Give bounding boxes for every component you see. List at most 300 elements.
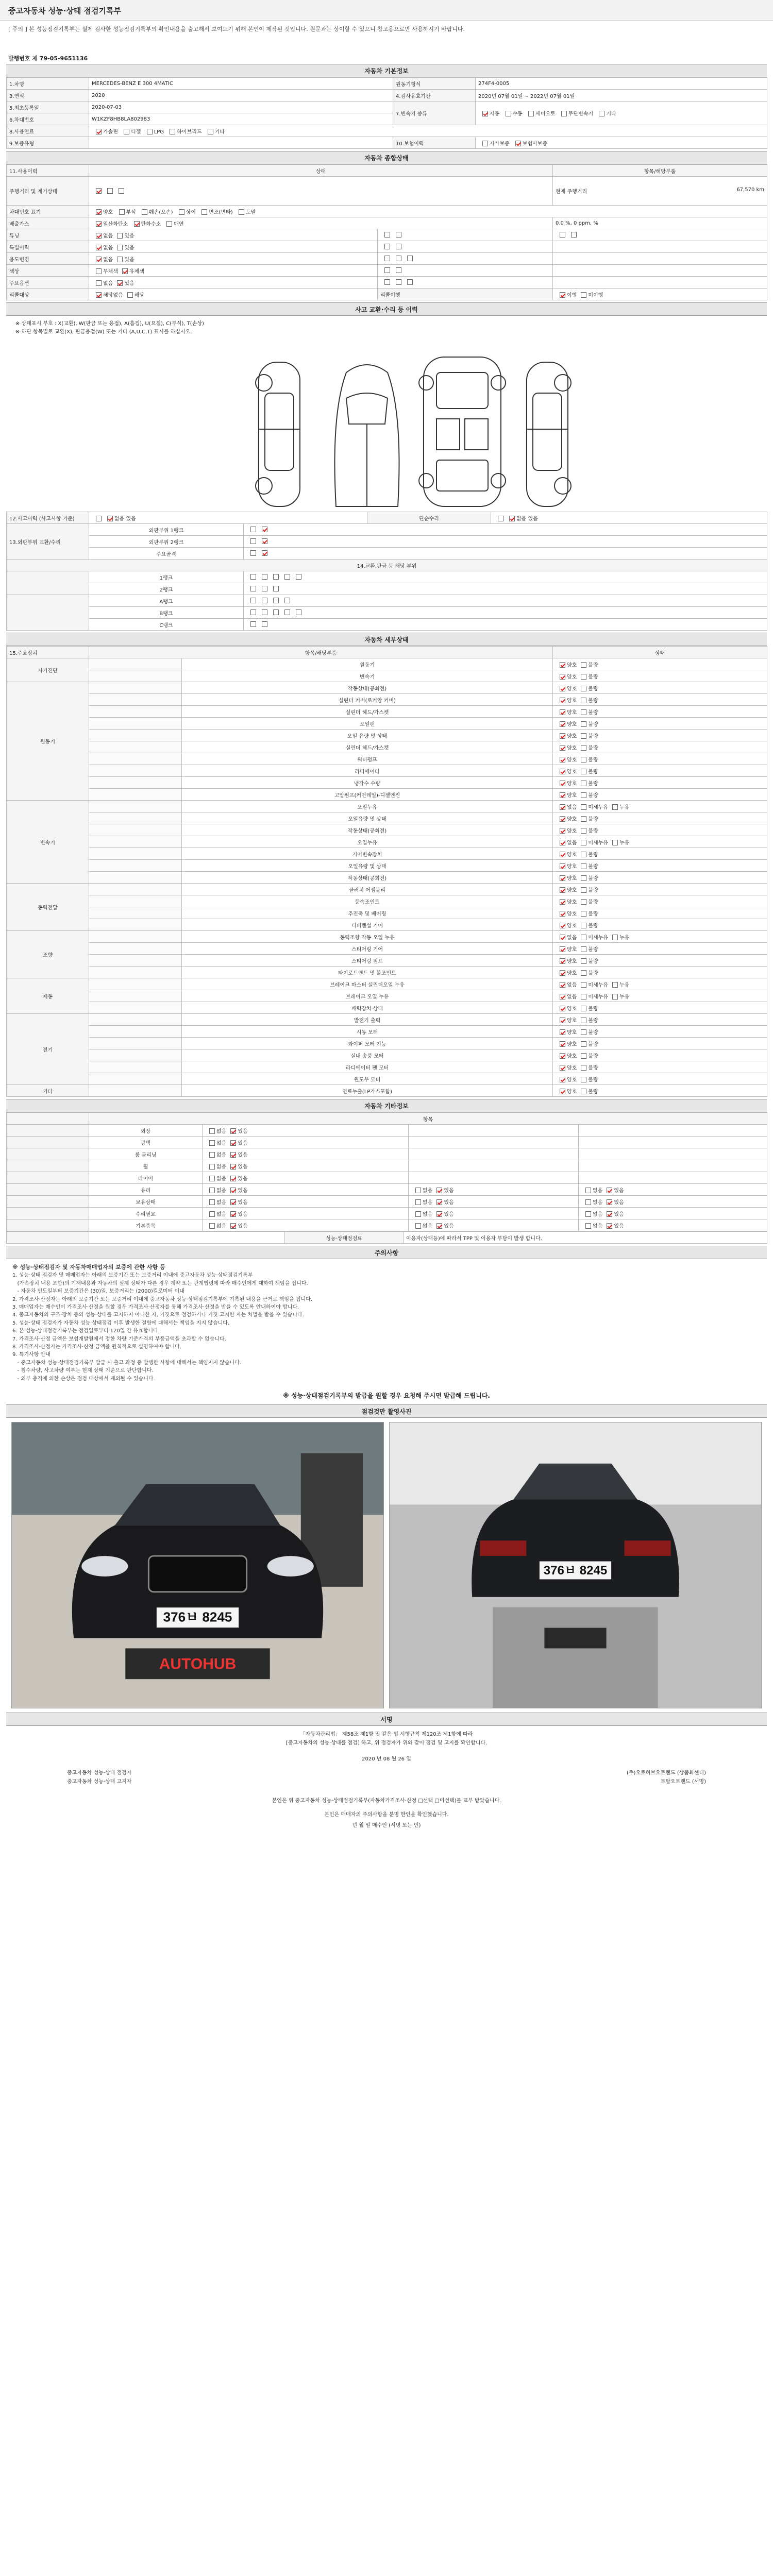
checkbox[interactable]	[561, 111, 567, 116]
table-row	[7, 571, 767, 583]
checkbox[interactable]	[415, 1199, 421, 1205]
checkbox[interactable]	[560, 745, 565, 751]
checkbox[interactable]	[230, 1211, 236, 1217]
checkbox[interactable]	[262, 527, 267, 532]
checkbox[interactable]	[581, 958, 586, 964]
sub-cell	[89, 1073, 182, 1085]
checkbox[interactable]	[560, 1041, 565, 1047]
row-options	[89, 217, 553, 229]
table-row	[7, 765, 767, 777]
checkbox[interactable]	[599, 111, 604, 116]
checkbox[interactable]	[384, 279, 390, 285]
item-label: 배력장치 상태	[182, 1002, 553, 1014]
sub-cell	[89, 670, 182, 682]
checkbox[interactable]	[560, 958, 565, 964]
status-options	[553, 895, 767, 907]
checkbox[interactable]	[396, 256, 401, 261]
option-label: 없음	[593, 1223, 603, 1229]
checkbox[interactable]	[209, 1211, 215, 1217]
checkbox[interactable]	[560, 662, 565, 668]
checkbox[interactable]	[117, 233, 123, 239]
checkbox[interactable]	[415, 1223, 421, 1229]
checkbox[interactable]	[581, 1053, 586, 1059]
status-options	[553, 1026, 767, 1038]
engine-type-label: 원동기형식	[393, 78, 476, 90]
checkbox[interactable]	[581, 863, 586, 869]
checkbox[interactable]	[560, 698, 565, 703]
checkbox[interactable]	[436, 1223, 442, 1229]
checkbox[interactable]	[581, 1089, 586, 1094]
checkbox[interactable]	[209, 1164, 215, 1170]
checkbox[interactable]	[96, 188, 102, 194]
option-label: 없음	[103, 280, 113, 286]
checkbox[interactable]	[560, 674, 565, 680]
item-label: 보유상태	[89, 1196, 203, 1208]
checkbox[interactable]	[166, 221, 172, 227]
checkbox[interactable]	[96, 233, 102, 239]
caution-lines	[12, 1272, 761, 1383]
checkbox[interactable]	[142, 209, 147, 215]
checkbox[interactable]	[560, 781, 565, 786]
checkbox[interactable]	[585, 1211, 591, 1217]
checkbox[interactable]	[179, 209, 184, 215]
checkbox[interactable]	[571, 232, 577, 238]
checkbox[interactable]	[560, 840, 565, 845]
table-row	[7, 583, 767, 595]
checkbox[interactable]	[119, 209, 125, 215]
checkbox[interactable]	[581, 946, 586, 952]
table-row	[7, 789, 767, 801]
checkbox[interactable]	[407, 256, 413, 261]
sign-line: [중고자동차의 성능·상태를 점검] 하고, 위 점검자가 위와 같이 점검 및 고지를 확인합니다.	[285, 1740, 488, 1747]
option-label: 자동	[490, 111, 500, 117]
checkbox[interactable]	[560, 946, 565, 952]
option-label: 없음	[593, 1188, 603, 1194]
checkbox[interactable]	[560, 852, 565, 857]
checkbox[interactable]	[612, 804, 618, 810]
option-cell	[203, 1160, 409, 1172]
checkbox[interactable]	[273, 574, 279, 580]
checkbox[interactable]	[117, 257, 123, 262]
checkbox[interactable]	[250, 598, 256, 603]
checkbox[interactable]	[528, 111, 534, 116]
checkbox[interactable]	[581, 662, 586, 668]
status-options	[553, 1038, 767, 1049]
buyer-confirm: 본인은 매매자의 주의사항을 분명 한인을 확인했습니다.	[324, 1812, 449, 1818]
checkbox[interactable]	[250, 550, 256, 556]
checkbox[interactable]	[230, 1188, 236, 1193]
status-options	[553, 812, 767, 824]
checkbox[interactable]	[560, 899, 565, 905]
checkbox[interactable]	[607, 1211, 612, 1217]
option-label: 없음	[567, 840, 577, 846]
group-label: 동력전달	[7, 884, 89, 931]
checkbox[interactable]	[581, 1006, 586, 1011]
checkbox[interactable]	[581, 745, 586, 751]
checkbox[interactable]	[396, 244, 401, 249]
checkbox[interactable]	[560, 757, 565, 762]
checkbox[interactable]	[96, 516, 102, 521]
checkbox[interactable]	[201, 209, 207, 215]
checkbox[interactable]	[209, 1140, 215, 1146]
option-label: 불량	[588, 792, 598, 799]
checkbox[interactable]	[436, 1199, 442, 1205]
option-cell	[579, 1184, 767, 1196]
checkbox[interactable]	[560, 935, 565, 940]
checkbox[interactable]	[560, 875, 565, 881]
checkbox[interactable]	[560, 863, 565, 869]
checkbox[interactable]	[506, 111, 511, 116]
checkbox[interactable]	[230, 1199, 236, 1205]
mileage-options	[89, 177, 553, 206]
option-label: 양호	[567, 887, 577, 893]
checkbox[interactable]	[209, 1199, 215, 1205]
checkbox[interactable]	[296, 574, 301, 580]
checkbox[interactable]	[230, 1223, 236, 1229]
checkbox[interactable]	[581, 674, 586, 680]
checkbox[interactable]	[96, 268, 102, 274]
checkbox[interactable]	[107, 188, 113, 194]
checkbox[interactable]	[134, 221, 140, 227]
checkbox[interactable]	[262, 550, 267, 556]
checkbox[interactable]	[96, 257, 102, 262]
checkbox[interactable]	[607, 1223, 612, 1229]
part-options	[244, 583, 767, 595]
option-label: 양호	[567, 698, 577, 704]
checkbox[interactable]	[250, 527, 256, 532]
checkbox[interactable]	[560, 828, 565, 834]
table-row	[7, 1172, 767, 1184]
checkbox[interactable]	[284, 574, 290, 580]
checkbox[interactable]	[612, 840, 618, 845]
checkbox[interactable]	[560, 970, 565, 976]
checkbox[interactable]	[560, 1065, 565, 1071]
option-cell	[409, 1125, 579, 1137]
row-label: 배출가스	[7, 217, 89, 229]
row-label: 주요옵션	[7, 277, 89, 289]
checkbox[interactable]	[560, 709, 565, 715]
checkbox[interactable]	[581, 781, 586, 786]
caution-line: 2. 가격조사·산정자는 아래의 보증기간 또는 보증거리 이내에 중고자동차 성능·상태점검기록부에 기록된 내용을 근거로 책임을 집니다.	[12, 1296, 313, 1302]
checkbox[interactable]	[612, 994, 618, 999]
option-label: 불량	[588, 1029, 598, 1036]
option-label: 불량	[588, 1018, 598, 1024]
table-row	[7, 872, 767, 884]
caution-line: - 외부 충격에 의한 손상은 점검 대상에서 제외될 수 있습니다.	[12, 1376, 155, 1382]
status-options	[553, 777, 767, 789]
checkbox[interactable]	[560, 232, 565, 238]
table-row	[7, 801, 767, 812]
checkbox[interactable]	[117, 280, 123, 286]
checkbox[interactable]	[209, 1152, 215, 1158]
checkbox[interactable]	[262, 538, 267, 544]
checkbox[interactable]	[436, 1211, 442, 1217]
checkbox[interactable]	[96, 221, 102, 227]
option-label: 양호	[567, 875, 577, 882]
checkbox[interactable]	[560, 1053, 565, 1059]
checkbox[interactable]	[284, 598, 290, 603]
checkbox[interactable]	[581, 733, 586, 739]
option-label: 있음	[614, 1199, 624, 1206]
item-label: 수리필요	[89, 1208, 203, 1219]
checkbox[interactable]	[560, 804, 565, 810]
checkbox[interactable]	[560, 816, 565, 822]
option-label: 없음	[216, 1188, 227, 1194]
checkbox[interactable]	[209, 1188, 215, 1193]
part-options	[244, 619, 767, 631]
checkbox[interactable]	[612, 935, 618, 940]
caution-line: 7. 가격조사·산정 금액은 보험개발원에서 정한 차량 기준가격의 부품금액을 초과할 수 없습니다.	[12, 1336, 226, 1342]
checkbox[interactable]	[560, 911, 565, 917]
vin-label: 6.차대번호	[7, 113, 89, 125]
option-label: 훼손(오손)	[149, 209, 173, 215]
checkbox[interactable]	[581, 982, 586, 988]
option-label: 양호	[567, 757, 577, 763]
caution-line: 9. 특기사항 안내	[12, 1352, 51, 1358]
checkbox[interactable]	[581, 721, 586, 727]
table-row	[7, 1184, 767, 1196]
table-row	[7, 1232, 767, 1244]
checkbox[interactable]	[560, 292, 565, 298]
option-label: 양호	[567, 1029, 577, 1036]
checkbox[interactable]	[560, 1089, 565, 1094]
sign-row	[0, 1769, 773, 1777]
checkbox[interactable]	[407, 279, 413, 285]
checkbox[interactable]	[581, 792, 586, 798]
checkbox[interactable]	[273, 609, 279, 615]
checkbox[interactable]	[396, 279, 401, 285]
row-extra	[378, 241, 553, 253]
checkbox[interactable]	[581, 1041, 586, 1047]
year-value: 2020	[89, 90, 393, 101]
checkbox[interactable]	[209, 1223, 215, 1229]
item-label: 와이퍼 모터 기능	[182, 1038, 553, 1049]
checkbox[interactable]	[396, 232, 401, 238]
checkbox[interactable]	[262, 609, 267, 615]
checkbox[interactable]	[127, 292, 133, 298]
checkbox[interactable]	[581, 816, 586, 822]
table-row	[7, 812, 767, 824]
status-options	[553, 1014, 767, 1026]
option-label: 탄화수소	[141, 221, 161, 227]
checkbox[interactable]	[208, 129, 213, 134]
option-label: 양호	[567, 923, 577, 929]
checkbox[interactable]	[107, 516, 113, 521]
checkbox[interactable]	[581, 1018, 586, 1023]
checkbox[interactable]	[607, 1188, 612, 1193]
checkbox[interactable]	[284, 609, 290, 615]
checkbox[interactable]	[498, 516, 503, 521]
buyer-label: 매수인	[372, 1823, 387, 1829]
table-row	[7, 967, 767, 978]
checkbox[interactable]	[581, 899, 586, 905]
sub-cell	[89, 967, 182, 978]
option-label: 미세누유	[588, 840, 608, 846]
checkbox[interactable]	[96, 245, 102, 250]
option-cell	[203, 1184, 409, 1196]
checkbox[interactable]	[384, 267, 390, 273]
table-row	[7, 524, 767, 536]
checkbox[interactable]	[209, 1128, 215, 1134]
checkbox[interactable]	[560, 1006, 565, 1011]
checkbox[interactable]	[262, 574, 267, 580]
item-label: 발전기 출력	[182, 1014, 553, 1026]
checkbox[interactable]	[415, 1211, 421, 1217]
checkbox[interactable]	[585, 1223, 591, 1229]
checkbox[interactable]	[170, 129, 175, 134]
checkbox[interactable]	[250, 609, 256, 615]
checkbox[interactable]	[560, 721, 565, 727]
checkbox[interactable]	[273, 598, 279, 603]
checkbox[interactable]	[581, 994, 586, 999]
table-row	[7, 1113, 767, 1125]
checkbox[interactable]	[250, 586, 256, 591]
checkbox[interactable]	[581, 887, 586, 893]
table-row	[7, 90, 767, 101]
checkbox[interactable]	[122, 268, 128, 274]
checkbox[interactable]	[230, 1176, 236, 1181]
checkbox[interactable]	[560, 792, 565, 798]
checkbox[interactable]	[560, 733, 565, 739]
header-cell: 상태	[89, 165, 553, 177]
row-options	[89, 229, 378, 241]
checkbox[interactable]	[230, 1140, 236, 1146]
checkbox[interactable]	[581, 840, 586, 845]
checkbox[interactable]	[262, 598, 267, 603]
status-options	[553, 1049, 767, 1061]
checkbox[interactable]	[581, 757, 586, 762]
header-cell: 항목/해당부품	[553, 165, 767, 177]
checkbox[interactable]	[585, 1188, 591, 1193]
checkbox[interactable]	[117, 245, 123, 250]
checkbox[interactable]	[273, 586, 279, 591]
sign-date: 2020 년 08 월 26 일	[362, 1756, 411, 1762]
option-label: 있음	[238, 1199, 248, 1206]
buyer-signature: (서명 또는 인)	[389, 1823, 421, 1829]
checkbox[interactable]	[296, 609, 301, 615]
checkbox[interactable]	[581, 686, 586, 691]
checkbox[interactable]	[560, 887, 565, 893]
checkbox[interactable]	[209, 1176, 215, 1181]
checkbox[interactable]	[119, 188, 124, 194]
item-label: 휠	[89, 1160, 203, 1172]
status-options	[553, 670, 767, 682]
checkbox[interactable]	[560, 994, 565, 999]
checkbox[interactable]	[560, 982, 565, 988]
checkbox[interactable]	[515, 141, 521, 146]
checkbox[interactable]	[262, 586, 267, 591]
checkbox[interactable]	[581, 923, 586, 928]
row-label: 특별이력	[7, 241, 89, 253]
checkbox[interactable]	[560, 1029, 565, 1035]
checkbox[interactable]	[230, 1152, 236, 1158]
part-options	[244, 571, 767, 583]
checkbox[interactable]	[581, 1077, 586, 1082]
checkbox[interactable]	[239, 209, 244, 215]
checkbox[interactable]	[581, 698, 586, 703]
checkbox[interactable]	[250, 574, 256, 580]
checkbox[interactable]	[581, 828, 586, 834]
checkbox[interactable]	[384, 256, 390, 261]
checkbox[interactable]	[581, 709, 586, 715]
car-outline-icon	[6, 342, 767, 512]
checkbox[interactable]	[581, 804, 586, 810]
checkbox[interactable]	[607, 1199, 612, 1205]
checkbox[interactable]	[581, 1065, 586, 1071]
checkbox[interactable]	[509, 516, 515, 521]
item-label: 타이어	[89, 1172, 203, 1184]
summary-table	[6, 164, 767, 300]
checkbox[interactable]	[230, 1128, 236, 1134]
checkbox[interactable]	[384, 232, 390, 238]
checkbox[interactable]	[581, 911, 586, 917]
checkbox[interactable]	[612, 982, 618, 988]
checkbox[interactable]	[581, 875, 586, 881]
checkbox[interactable]	[415, 1188, 421, 1193]
checkbox[interactable]	[230, 1164, 236, 1170]
checkbox[interactable]	[384, 244, 390, 249]
item-label: 냉각수 수량	[182, 777, 553, 789]
rank-label: 외판부위 2랭크	[89, 536, 244, 548]
checkbox[interactable]	[436, 1188, 442, 1193]
checkbox[interactable]	[560, 923, 565, 928]
checkbox[interactable]	[396, 267, 401, 273]
checkbox[interactable]	[482, 111, 488, 116]
item-label: 작동상태(공회전)	[182, 872, 553, 884]
checkbox[interactable]	[560, 1018, 565, 1023]
option-label: 디젤	[131, 129, 141, 135]
checkbox[interactable]	[581, 292, 586, 298]
option-label: 불량	[588, 911, 598, 917]
checkbox[interactable]	[581, 1029, 586, 1035]
checkbox[interactable]	[96, 292, 102, 298]
checkbox[interactable]	[581, 852, 586, 857]
header-cell: 상태	[553, 647, 767, 658]
option-cell	[579, 1137, 767, 1148]
checkbox[interactable]	[96, 129, 102, 134]
rank-label: 1랭크	[89, 571, 244, 583]
option-label: 불량	[588, 1041, 598, 1047]
checkbox[interactable]	[581, 935, 586, 940]
item-label: 워터펌프	[182, 753, 553, 765]
checkbox[interactable]	[581, 769, 586, 774]
checkbox[interactable]	[96, 209, 102, 215]
caution-line: 5. 성능·상태 점검자가 자동차 성능·상태점검 이후 발생한 결함에 대해서는 책임을 지지 않습니다.	[12, 1320, 230, 1326]
caution-line: 6. 본 성능·상태점검기록부는 점검일로부터 120일 간 유효합니다.	[12, 1328, 160, 1334]
checkbox[interactable]	[124, 129, 129, 134]
checkbox[interactable]	[581, 970, 586, 976]
checkbox[interactable]	[250, 538, 256, 544]
checkbox[interactable]	[560, 769, 565, 774]
checkbox[interactable]	[262, 621, 267, 627]
option-label: 미세누유	[588, 804, 608, 810]
rank-label: C랭크	[89, 619, 244, 631]
checkbox[interactable]	[250, 621, 256, 627]
status-options	[553, 682, 767, 694]
checkbox[interactable]	[96, 280, 102, 286]
checkbox[interactable]	[482, 141, 488, 146]
checkbox[interactable]	[560, 1077, 565, 1082]
caution-subheading: ※ 성능·상태점검자 및 자동차매매업자의 보증에 관한 사항 등	[12, 1264, 165, 1270]
status-options	[553, 1073, 767, 1085]
checkbox[interactable]	[147, 129, 153, 134]
notifier-label: 중고자동차 성능·상태 고지자	[67, 1779, 132, 1785]
option-label: 양호	[567, 769, 577, 775]
sub-cell	[89, 789, 182, 801]
checkbox[interactable]	[560, 686, 565, 691]
checkbox[interactable]	[585, 1199, 591, 1205]
group-label: 제동	[7, 978, 89, 1014]
